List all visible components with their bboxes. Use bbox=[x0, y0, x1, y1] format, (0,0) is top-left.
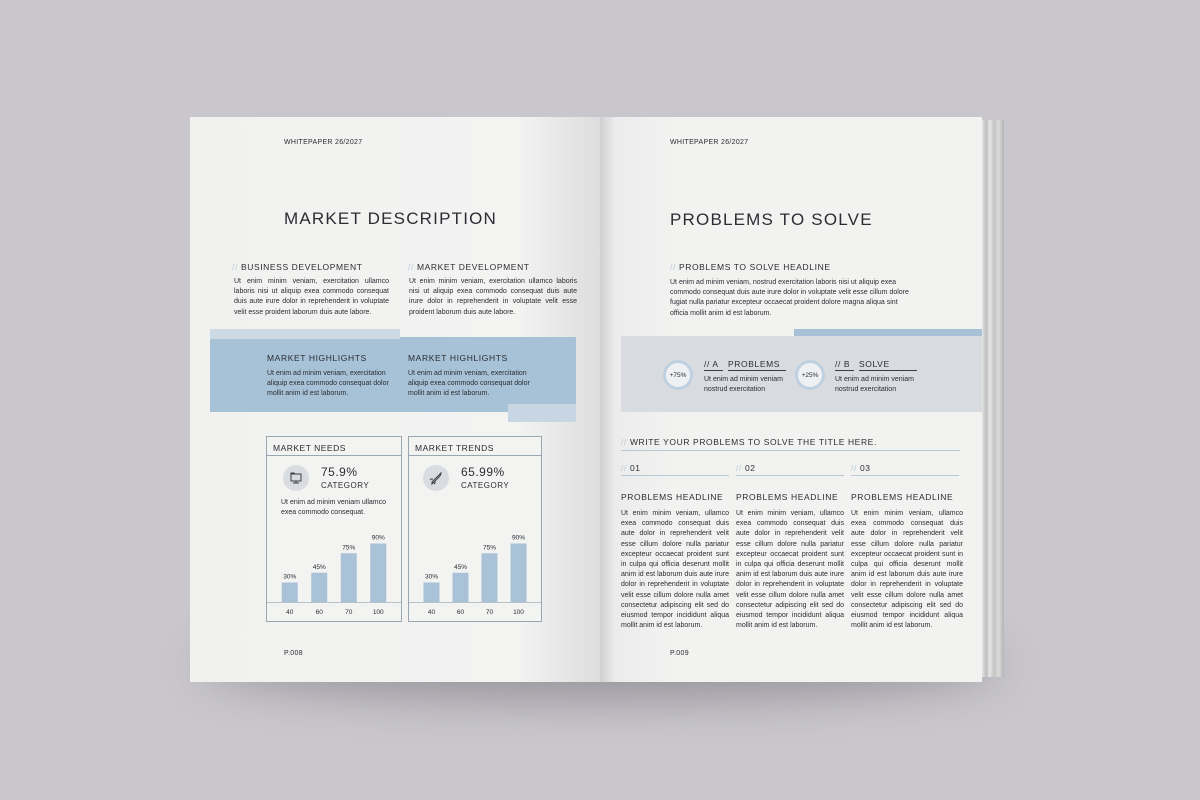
market-needs-chart bbox=[267, 515, 401, 621]
section-heading: // MARKET DEVELOPMENT bbox=[408, 262, 530, 272]
running-head: WHITEPAPER 26/2027 bbox=[670, 139, 749, 146]
x-tick-label: 70 bbox=[485, 609, 494, 616]
card-divider bbox=[409, 455, 541, 456]
stat-value: 75.9% bbox=[321, 465, 358, 479]
x-tick-label: 100 bbox=[372, 609, 384, 616]
section-heading: // PROBLEMS TO SOLVE HEADLINE bbox=[670, 262, 831, 272]
page-number: P.009 bbox=[670, 650, 689, 657]
stat-prefix: // A bbox=[704, 359, 719, 369]
column-number-text: 02 bbox=[744, 463, 756, 473]
page-number: P.008 bbox=[284, 650, 303, 657]
left-page bbox=[190, 117, 600, 682]
section-heading: // BUSINESS DEVELOPMENT bbox=[232, 262, 363, 272]
bar-value-label: 75% bbox=[342, 544, 356, 552]
highlight-heading: MARKET HIGHLIGHTS bbox=[267, 353, 367, 363]
bar-value-label: 90% bbox=[371, 534, 385, 542]
chart-bar bbox=[311, 573, 327, 602]
chart-bar bbox=[482, 553, 498, 602]
section-heading-text: BUSINESS DEVELOPMENT bbox=[240, 262, 363, 272]
stat-label: PROBLEMS bbox=[728, 359, 781, 369]
x-tick-label: 40 bbox=[286, 609, 294, 616]
bar-value-label: 75% bbox=[482, 544, 497, 552]
stat-underline bbox=[859, 370, 917, 371]
bar-value-label: 45% bbox=[312, 563, 326, 571]
stat-text: Ut enim ad minim veniam nostrud exercitation bbox=[835, 376, 914, 394]
stat-label: CATEGORY bbox=[461, 481, 510, 490]
column-number: // 03 bbox=[851, 463, 871, 473]
page-stack-edge bbox=[982, 120, 1004, 677]
band-accent bbox=[508, 404, 576, 422]
card-divider bbox=[267, 455, 401, 456]
right-page bbox=[600, 117, 982, 682]
band-accent bbox=[210, 329, 400, 339]
bar-value-label: 30% bbox=[424, 573, 439, 581]
column-rule bbox=[851, 475, 959, 476]
column-rule bbox=[621, 475, 729, 476]
column-number: // 01 bbox=[621, 463, 641, 473]
bar-value-label: 30% bbox=[283, 573, 297, 581]
stat-value: 65.99% bbox=[461, 465, 505, 479]
chart-bar bbox=[341, 553, 357, 602]
column-heading: PROBLEMS HEADLINE bbox=[851, 492, 954, 502]
write-title-text: WRITE YOUR PROBLEMS TO SOLVE THE TITLE HERE. bbox=[629, 437, 877, 447]
stat-underline bbox=[704, 370, 723, 371]
chart-bar bbox=[511, 544, 527, 603]
card-heading: MARKET TRENDS bbox=[415, 443, 494, 453]
column-heading: PROBLEMS HEADLINE bbox=[621, 492, 724, 502]
folder-monitor-icon bbox=[283, 465, 309, 491]
market-needs-card bbox=[266, 436, 402, 622]
chart-bar bbox=[282, 583, 298, 603]
page-title: MARKET DESCRIPTION bbox=[284, 209, 498, 228]
market-trends-card bbox=[408, 436, 542, 622]
x-tick-label: 60 bbox=[456, 609, 465, 616]
running-head: WHITEPAPER 26/2027 bbox=[284, 139, 363, 146]
bar-value-label: 90% bbox=[511, 534, 526, 542]
stat-text: Ut enim ad minim veniam nostrud exercitation bbox=[704, 376, 783, 394]
page-title: PROBLEMS TO SOLVE bbox=[670, 210, 873, 229]
bar-value-label: 45% bbox=[453, 563, 468, 571]
write-title: // WRITE YOUR PROBLEMS TO SOLVE THE TITLE HERE. bbox=[621, 437, 877, 447]
column-text: Ut enim minim veniam, ullamco exea commodo consequat duis aute dolor in reprehenderit velit esse cillum dolore nulla pariatur excepteur occaecat proident sunt in culpa qui officia deserunt mollit anim id est laborum duis aute irure dolor in reprehenderit in voluptate velit esse cillum dolore nulla amet consectetur adipiscing elit sed do eiusmod tempor incididunt aliqua mollit anim id est laborum. bbox=[736, 510, 844, 630]
market-trends-chart bbox=[409, 515, 541, 621]
x-tick-label: 60 bbox=[315, 609, 323, 616]
chart-bar bbox=[453, 573, 469, 602]
highlight-text: Ut enim ad minim veniam, exercitation aliquip exea commodo consequat dolor mollit anim id est laborum. bbox=[267, 370, 389, 398]
highlight-heading: MARKET HIGHLIGHTS bbox=[408, 353, 508, 363]
x-tick-label: 70 bbox=[345, 609, 353, 616]
progress-ring bbox=[663, 360, 693, 390]
chart-bar bbox=[424, 583, 440, 603]
stat-underline bbox=[835, 370, 854, 371]
ring-label: +25% bbox=[801, 371, 819, 379]
x-tick-label: 40 bbox=[427, 609, 436, 616]
stat-prefix: // B bbox=[835, 359, 851, 369]
card-text: Ut enim ad minim veniam ullamco exea commodo consequat. bbox=[281, 499, 387, 517]
chart-bar bbox=[370, 544, 386, 603]
card-heading: MARKET NEEDS bbox=[273, 443, 346, 453]
section-text: Ut enim ad minim veniam, nostrud exercitation laboris nisi ut aliquip exea commodo consequat duis aute irure dolor in voluptate velit esse cillum dolore fugiat nulla pariatur excepteur occaecat proident dolore magna aliqua sint officia mollit anim id est laborum. bbox=[670, 279, 909, 317]
ring-label: +75% bbox=[669, 371, 687, 379]
x-tick-label: 100 bbox=[513, 609, 524, 616]
stat-label: SOLVE bbox=[859, 359, 890, 369]
progress-ring bbox=[795, 360, 825, 390]
section-heading-text: MARKET DEVELOPMENT bbox=[416, 262, 530, 272]
column-text: Ut enim minim veniam, ullamco exea commodo consequat duis aute dolor in reprehenderit velit esse cillum dolore nulla pariatur excepteur occaecat proident sunt in culpa qui officia deserunt mollit anim id est laborum duis aute irure dolor in reprehenderit in voluptate velit esse cillum dolore nulla amet consectetur adipiscing elit sed do eiusmod tempor incididunt aliqua mollit anim id est laborum. bbox=[851, 510, 963, 630]
stat-underline bbox=[728, 370, 786, 371]
rocket-icon bbox=[423, 465, 449, 491]
section-text: Ut enim minim veniam, exercitation ullamco laboris nisi ut aliquip exea commodo consequat duis aute irure dolor in reprehenderit in voluptate velit esse proident laborum duis aute labore. bbox=[234, 278, 389, 316]
column-heading: PROBLEMS HEADLINE bbox=[736, 492, 839, 502]
highlight-text: Ut enim ad minim veniam, exercitation aliquip exea commodo consequat dolor mollit anim id est laborum. bbox=[408, 370, 530, 398]
column-number: // 02 bbox=[736, 463, 756, 473]
title-rule bbox=[621, 450, 960, 451]
section-text: Ut enim minim veniam, exercitation ullamco laboris nisi ut aliquip exea commodo consequat duis aute irure dolor in reprehenderit in voluptate velit esse proident laborum duis aute labore. bbox=[409, 278, 577, 316]
column-number-text: 03 bbox=[859, 463, 871, 473]
stat-label: CATEGORY bbox=[321, 481, 370, 490]
column-text: Ut enim minim veniam, ullamco exea commodo consequat duis aute dolor in reprehenderit velit esse cillum dolore nulla pariatur excepteur occaecat proident sunt in culpa qui officia deserunt mollit anim id est laborum duis aute irure dolor in reprehenderit in voluptate velit esse cillum dolore nulla amet consectetur adipiscing elit sed do eiusmod tempor incididunt aliqua mollit anim id est laborum. bbox=[621, 510, 729, 630]
column-rule bbox=[736, 475, 844, 476]
column-number-text: 01 bbox=[629, 463, 641, 473]
section-heading-text: PROBLEMS TO SOLVE HEADLINE bbox=[678, 262, 831, 272]
